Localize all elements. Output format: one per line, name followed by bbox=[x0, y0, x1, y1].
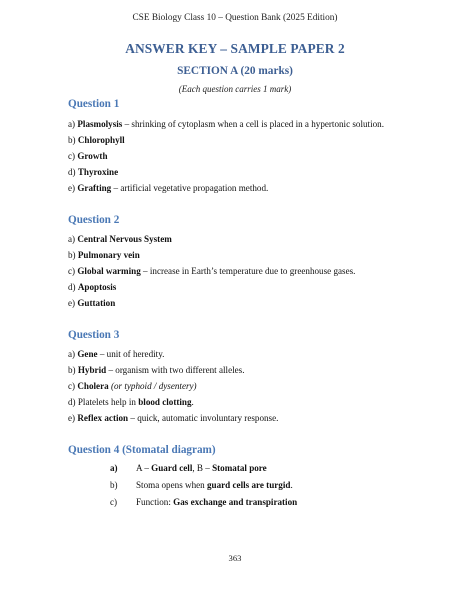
answer-3a: a) Gene – unit of heredity. bbox=[68, 349, 165, 359]
answer-4a: a) A – Guard cell, B – Stomatal pore bbox=[110, 463, 267, 473]
section-note: (Each question carries 1 mark) bbox=[178, 84, 292, 94]
answer-3b: b) Hybrid – organism with two different alleles. bbox=[68, 365, 245, 375]
answer-2d: d) Apoptosis bbox=[68, 282, 117, 292]
page-number: 363 bbox=[228, 553, 242, 563]
answer-2a: a) Central Nervous System bbox=[68, 234, 172, 244]
answer-2b: b) Pulmonary vein bbox=[68, 250, 140, 260]
answer-1c: c) Growth bbox=[68, 151, 108, 161]
answer-1a: a) Plasmolysis – shrinking of cytoplasm when a cell is placed in a hypertonic solution. bbox=[68, 119, 384, 129]
answer-4b: b) Stoma opens when guard cells are turgid. bbox=[110, 480, 293, 490]
question-4-heading: Question 4 (Stomatal diagram) bbox=[68, 444, 216, 456]
answer-3d: d) Platelets help in blood clotting. bbox=[68, 397, 194, 407]
answer-1b: b) Chlorophyll bbox=[68, 135, 125, 145]
answer-3c: c) Cholera (or typhoid / dysentery) bbox=[68, 381, 197, 391]
running-head: CSE Biology Class 10 – Question Bank (2025 Edition) bbox=[132, 13, 338, 23]
answer-2c: c) Global warming – increase in Earth’s temperature due to greenhouse gases. bbox=[68, 266, 356, 276]
question-3-heading: Question 3 bbox=[68, 329, 120, 341]
page-title: ANSWER KEY – SAMPLE PAPER 2 bbox=[125, 41, 345, 56]
answer-2e: e) Guttation bbox=[68, 298, 116, 308]
question-2-heading: Question 2 bbox=[68, 214, 120, 226]
section-title: SECTION A (20 marks) bbox=[177, 65, 293, 77]
answer-1d: d) Thyroxine bbox=[68, 167, 119, 177]
answer-1e: e) Grafting – artificial vegetative propagation method. bbox=[68, 183, 269, 193]
question-1-heading: Question 1 bbox=[68, 98, 120, 110]
answer-4c: c) Function: Gas exchange and transpiration bbox=[110, 497, 298, 507]
answer-3e: e) Reflex action – quick, automatic involuntary response. bbox=[68, 413, 279, 423]
